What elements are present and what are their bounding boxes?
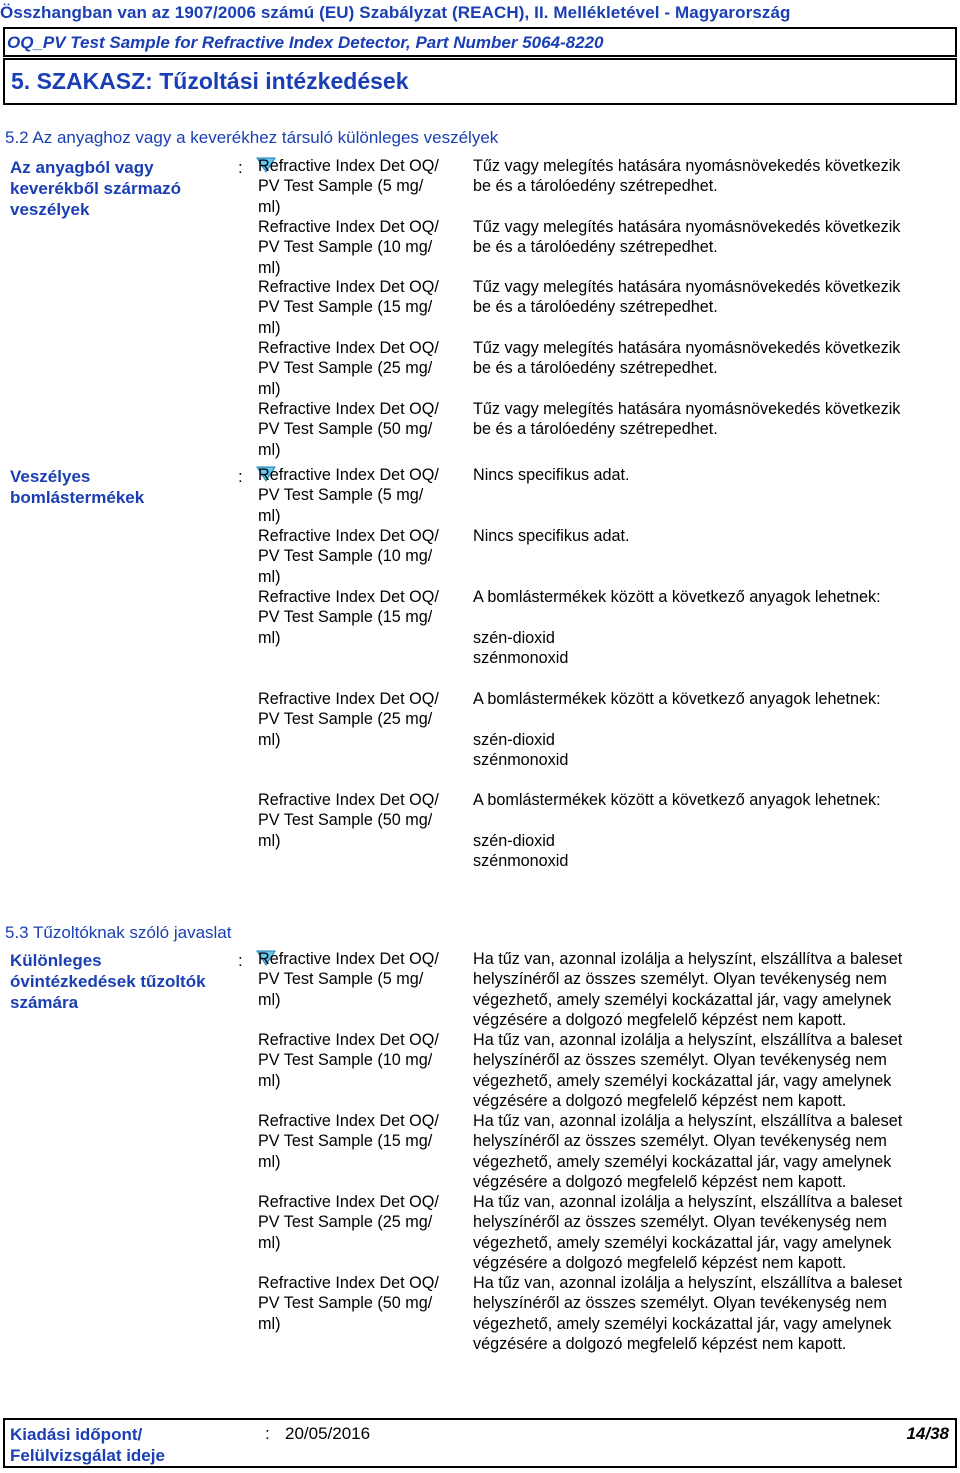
product-name-line: ml)	[258, 258, 281, 277]
description-line	[473, 709, 953, 729]
product-name-line: PV Test Sample (5 mg/	[258, 970, 424, 989]
decomposition-description	[473, 587, 953, 669]
decomposition-description	[473, 689, 953, 771]
description-line: helyszínéről az összes személyt. Olyan tevékenység nem	[473, 1213, 887, 1232]
product-name-line: PV Test Sample (15 mg/	[258, 298, 433, 317]
hazard-description	[473, 399, 953, 440]
product-name-line: PV Test Sample (50 mg/	[258, 1294, 433, 1313]
hazard-description	[473, 156, 953, 197]
description-line: Tűz vagy melegítés hatására nyomásnövekedés következik	[473, 218, 901, 236]
hazards-colon: :	[238, 158, 243, 177]
product-name-line: ml)	[258, 506, 281, 525]
description-line: szén-dioxid	[473, 628, 555, 647]
description-line: Tűz vagy melegítés hatására nyomásnövekedés következik	[473, 339, 901, 357]
product-name: OQ_PV Test Sample for Refractive Index Detector, Part Number 5064-8220	[7, 33, 604, 52]
decomposition-product-name	[258, 465, 463, 526]
description-line: Nincs specifikus adat.	[473, 466, 630, 484]
description-line: szén-dioxid	[473, 831, 555, 850]
document-title: Összhangban van az 1907/2006 számú (EU) Szabályzat (REACH), II. Mellékletével - Magyarország	[0, 3, 791, 22]
hazard-product-name	[258, 399, 463, 460]
description-line: végezhető, amely személyi kockázattal jár, vagy amelynek	[473, 1152, 892, 1171]
description-line: végezhető, amely személyi kockázattal jár, vagy amelynek	[473, 1233, 892, 1252]
product-name-line: Refractive Index Det OQ/	[258, 690, 439, 708]
description-line: helyszínéről az összes személyt. Olyan tevékenység nem	[473, 1132, 887, 1151]
decomposition-colon: :	[238, 467, 243, 486]
description-line: szén-dioxid	[473, 730, 555, 749]
product-name-line: PV Test Sample (15 mg/	[258, 608, 433, 627]
product-name-line: Refractive Index Det OQ/	[258, 527, 439, 545]
description-line	[473, 810, 953, 830]
firefighter-description	[473, 949, 953, 1031]
product-name-line: ml)	[258, 730, 281, 749]
product-name-line: Refractive Index Det OQ/	[258, 588, 439, 606]
product-name-line: Refractive Index Det OQ/	[258, 339, 439, 357]
description-line: szénmonoxid	[473, 852, 569, 871]
product-name-line: PV Test Sample (25 mg/	[258, 1213, 433, 1232]
description-line: helyszínéről az összes személyt. Olyan tevékenység nem	[473, 1051, 887, 1070]
description-line: helyszínéről az összes személyt. Olyan tevékenység nem	[473, 1294, 887, 1313]
description-line: be és a tárolóedény szétrepedhet.	[473, 177, 718, 196]
firefighter-precautions-label: Különleges óvintézkedések tűzoltók számára	[10, 951, 206, 1012]
subsection-5-3-heading: 5.3 Tűzoltóknak szóló javaslat	[5, 923, 232, 942]
product-name-line: ml)	[258, 628, 281, 647]
firefighter-product-name	[258, 949, 463, 1010]
product-name-line: PV Test Sample (25 mg/	[258, 359, 433, 378]
description-line: végzésére a dolgozó megfelelő képzést nem kapott.	[473, 1011, 847, 1030]
product-name-line: Refractive Index Det OQ/	[258, 1031, 439, 1049]
decomposition-description	[473, 465, 953, 485]
product-name-line: ml)	[258, 1314, 281, 1333]
description-line: végezhető, amely személyi kockázattal jár, vagy amelynek	[473, 1071, 892, 1090]
firefighter-description	[473, 1111, 953, 1193]
product-name-line: Refractive Index Det OQ/	[258, 1112, 439, 1130]
decomposition-product-name	[258, 526, 463, 587]
footer	[3, 1418, 957, 1468]
hazards-label: Az anyagból vagy keverékből származó veszélyek	[10, 158, 182, 219]
description-line: végezhető, amely személyi kockázattal jár, vagy amelynek	[473, 1314, 892, 1333]
product-name-line: Refractive Index Det OQ/	[258, 950, 439, 968]
product-name-line: PV Test Sample (10 mg/	[258, 1051, 433, 1070]
product-name-line: Refractive Index Det OQ/	[258, 157, 439, 175]
section-title-box	[3, 58, 957, 105]
product-name-line: Refractive Index Det OQ/	[258, 466, 439, 484]
product-name-line: PV Test Sample (50 mg/	[258, 811, 433, 830]
hazard-product-name	[258, 156, 463, 217]
description-line: végzésére a dolgozó megfelelő képzést nem kapott.	[473, 1335, 847, 1354]
description-line: végzésére a dolgozó megfelelő képzést nem kapott.	[473, 1173, 847, 1192]
product-name-line: PV Test Sample (15 mg/	[258, 1132, 433, 1151]
hazard-product-name	[258, 338, 463, 399]
firefighter-colon: :	[238, 951, 243, 970]
decomposition-product-name	[258, 587, 463, 648]
description-line: szénmonoxid	[473, 751, 569, 770]
product-name-line: ml)	[258, 1152, 281, 1171]
description-line: be és a tárolóedény szétrepedhet.	[473, 298, 718, 317]
product-name-line: PV Test Sample (5 mg/	[258, 177, 424, 196]
description-line: be és a tárolóedény szétrepedhet.	[473, 238, 718, 257]
description-line: Ha tűz van, azonnal izolálja a helyszínt, elszállítva a baleset	[473, 1031, 903, 1049]
description-line: Ha tűz van, azonnal izolálja a helyszínt, elszállítva a baleset	[473, 1193, 903, 1211]
decomposition-description	[473, 790, 953, 872]
product-name-line: Refractive Index Det OQ/	[258, 1193, 439, 1211]
description-line: A bomlástermékek között a következő anyagok lehetnek:	[473, 690, 881, 708]
footer-colon: :	[265, 1424, 270, 1443]
description-line: Tűz vagy melegítés hatására nyomásnövekedés következik	[473, 157, 901, 175]
decomposition-label: Veszélyes bomlástermékek	[10, 467, 145, 507]
firefighter-description	[473, 1192, 953, 1274]
product-name-line: ml)	[258, 567, 281, 586]
product-name-line: Refractive Index Det OQ/	[258, 1274, 439, 1292]
description-line: végezhető, amely személyi kockázattal jár, vagy amelynek	[473, 990, 892, 1009]
footer-issue-date-label: Kiadási időpont/ Felülvizsgálat ideje	[10, 1425, 165, 1465]
product-name-line: ml)	[258, 831, 281, 850]
product-name-line: PV Test Sample (10 mg/	[258, 238, 433, 257]
footer-date: 20/05/2016	[285, 1424, 371, 1443]
firefighter-description	[473, 1273, 953, 1355]
firefighter-product-name	[258, 1273, 463, 1334]
product-name-line: ml)	[258, 197, 281, 216]
description-line: Tűz vagy melegítés hatására nyomásnövekedés következik	[473, 400, 901, 418]
product-name-line: ml)	[258, 1071, 281, 1090]
product-name-line: Refractive Index Det OQ/	[258, 218, 439, 236]
description-line: Ha tűz van, azonnal izolálja a helyszínt, elszállítva a baleset	[473, 1112, 903, 1130]
description-line	[473, 607, 953, 627]
description-line: Ha tűz van, azonnal izolálja a helyszínt, elszállítva a baleset	[473, 950, 903, 968]
hazard-description	[473, 338, 953, 379]
product-name-line: Refractive Index Det OQ/	[258, 400, 439, 418]
decomposition-product-name	[258, 790, 463, 851]
hazard-description	[473, 277, 953, 318]
firefighter-product-name	[258, 1111, 463, 1172]
decomposition-product-name	[258, 689, 463, 750]
hazard-product-name	[258, 277, 463, 338]
description-line: A bomlástermékek között a következő anyagok lehetnek:	[473, 588, 881, 606]
product-name-line: ml)	[258, 1233, 281, 1252]
description-line: Nincs specifikus adat.	[473, 527, 630, 545]
product-name-line: ml)	[258, 440, 281, 459]
description-line: be és a tárolóedény szétrepedhet.	[473, 359, 718, 378]
product-name-line: Refractive Index Det OQ/	[258, 791, 439, 809]
description-line: végzésére a dolgozó megfelelő képzést nem kapott.	[473, 1092, 847, 1111]
product-name-line: ml)	[258, 379, 281, 398]
description-line: Tűz vagy melegítés hatására nyomásnövekedés következik	[473, 278, 901, 296]
product-name-line: PV Test Sample (25 mg/	[258, 710, 433, 729]
firefighter-description	[473, 1030, 953, 1112]
hazard-product-name	[258, 217, 463, 278]
description-line: végzésére a dolgozó megfelelő képzést nem kapott.	[473, 1254, 847, 1273]
product-name-line: Refractive Index Det OQ/	[258, 278, 439, 296]
product-name-line: ml)	[258, 318, 281, 337]
firefighter-product-name	[258, 1030, 463, 1091]
page-number: 14/38	[906, 1424, 949, 1443]
hazard-description	[473, 217, 953, 258]
description-line: A bomlástermékek között a következő anyagok lehetnek:	[473, 791, 881, 809]
subsection-5-2-heading: 5.2 Az anyaghoz vagy a keverékhez társuló különleges veszélyek	[5, 128, 499, 147]
description-line: szénmonoxid	[473, 649, 569, 668]
product-name-line: PV Test Sample (10 mg/	[258, 547, 433, 566]
decomposition-description	[473, 526, 953, 546]
description-line: Ha tűz van, azonnal izolálja a helyszínt, elszállítva a baleset	[473, 1274, 903, 1292]
firefighter-product-name	[258, 1192, 463, 1253]
product-name-bar	[3, 27, 957, 57]
section-title: 5. SZAKASZ: Tűzoltási intézkedések	[11, 68, 409, 94]
description-line: helyszínéről az összes személyt. Olyan tevékenység nem	[473, 970, 887, 989]
product-name-line: ml)	[258, 990, 281, 1009]
description-line: be és a tárolóedény szétrepedhet.	[473, 420, 718, 439]
product-name-line: PV Test Sample (5 mg/	[258, 486, 424, 505]
product-name-line: PV Test Sample (50 mg/	[258, 420, 433, 439]
